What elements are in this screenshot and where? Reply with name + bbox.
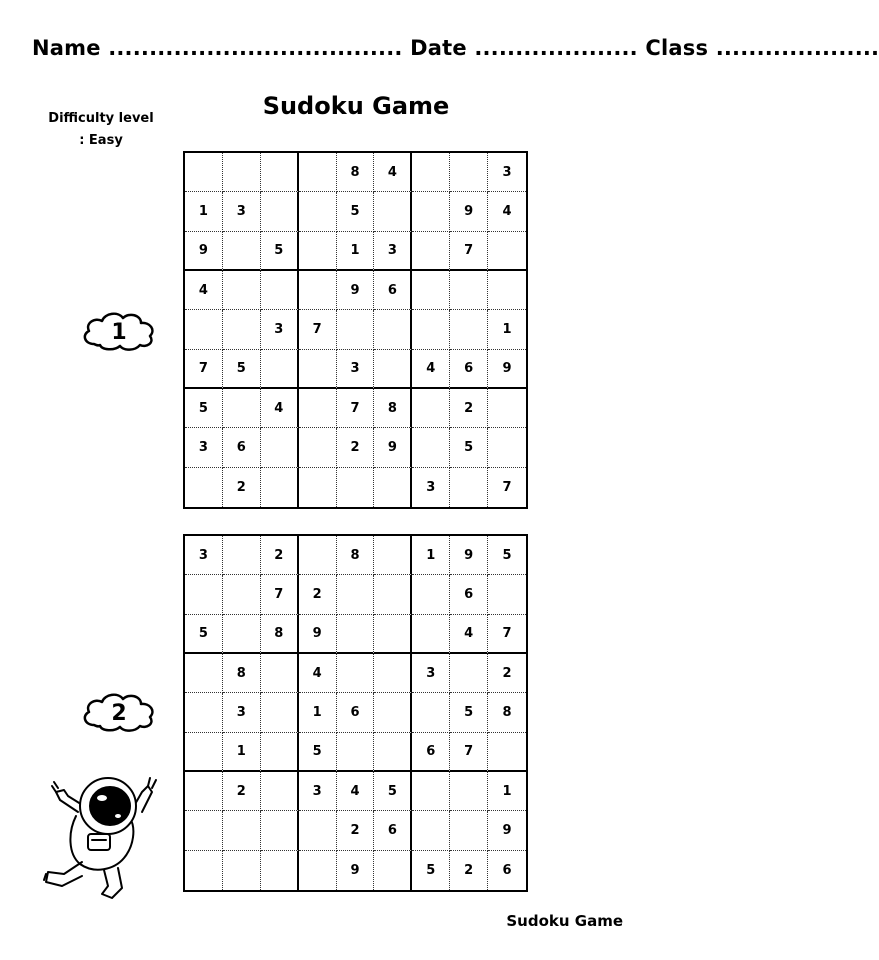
sudoku-cell[interactable] (185, 310, 223, 349)
sudoku-cell[interactable] (299, 811, 337, 850)
sudoku-cell[interactable] (261, 654, 299, 693)
footer-title: Sudoku Game (506, 912, 623, 930)
sudoku-cell: 5 (450, 693, 488, 732)
sudoku-cell[interactable] (450, 310, 488, 349)
sudoku-cell: 8 (337, 153, 375, 192)
sudoku-cell[interactable] (261, 428, 299, 467)
sudoku-cell: 2 (337, 428, 375, 467)
sudoku-cell: 9 (450, 536, 488, 575)
sudoku-cell[interactable] (374, 851, 412, 890)
sudoku-cell[interactable] (261, 772, 299, 811)
sudoku-cell: 1 (223, 733, 261, 772)
sudoku-cell: 5 (185, 389, 223, 428)
sudoku-cell[interactable] (223, 310, 261, 349)
sudoku-cell: 9 (337, 851, 375, 890)
sudoku-cell[interactable] (337, 654, 375, 693)
sudoku-cell[interactable] (299, 271, 337, 310)
sudoku-cell[interactable] (488, 733, 526, 772)
sudoku-cell: 4 (337, 772, 375, 811)
sudoku-cell[interactable] (261, 733, 299, 772)
sudoku-cell[interactable] (223, 851, 261, 890)
sudoku-cell[interactable] (261, 693, 299, 732)
sudoku-cell: 3 (185, 536, 223, 575)
sudoku-cell[interactable] (374, 654, 412, 693)
sudoku-cell[interactable] (412, 192, 450, 231)
sudoku-cell[interactable] (488, 271, 526, 310)
sudoku-cell: 7 (502, 479, 512, 495)
sudoku-cell[interactable] (299, 851, 337, 890)
sudoku-cell[interactable] (299, 536, 337, 575)
sudoku-cell: 3 (488, 153, 526, 192)
sudoku-cell: 3 (337, 350, 375, 389)
sudoku-cell: 9 (185, 232, 223, 271)
sudoku-cell[interactable] (450, 271, 488, 310)
sudoku-cell: 2 (337, 811, 375, 850)
sudoku-cell: 5 (299, 733, 337, 772)
sudoku-cell: 2 (450, 851, 488, 890)
sudoku-cell[interactable] (450, 153, 488, 192)
sudoku-cell[interactable] (185, 153, 223, 192)
sudoku-cell[interactable] (412, 153, 450, 192)
sudoku-cell[interactable] (223, 389, 261, 428)
sudoku-cell: 8 (261, 615, 299, 654)
sudoku-cell: 5 (374, 772, 412, 811)
sudoku-cell[interactable] (223, 536, 261, 575)
sudoku-cell: 6 (412, 733, 450, 772)
sudoku-cell[interactable] (261, 350, 299, 389)
sudoku-cell[interactable] (261, 192, 299, 231)
sudoku-cell[interactable] (261, 851, 299, 890)
puzzle-number-cloud (80, 691, 158, 735)
sudoku-cell: 4 (185, 271, 223, 310)
sudoku-cell: 4 (488, 192, 526, 231)
astronaut-icon (38, 770, 163, 900)
sudoku-cell[interactable] (299, 389, 337, 428)
sudoku-cell: 3 (185, 428, 223, 467)
sudoku-cell: 1 (412, 536, 450, 575)
sudoku-cell[interactable] (412, 310, 450, 349)
sudoku-cell[interactable] (261, 153, 299, 192)
date-blank: .................... (474, 36, 638, 60)
sudoku-cell[interactable] (223, 232, 261, 271)
sudoku-cell[interactable] (412, 389, 450, 428)
sudoku-cell[interactable] (374, 350, 412, 389)
sudoku-cell[interactable] (412, 615, 450, 654)
sudoku-cell[interactable] (261, 811, 299, 850)
name-label: Name (32, 36, 101, 60)
sudoku-cell: 5 (488, 536, 526, 575)
sudoku-cell[interactable] (412, 693, 450, 732)
sudoku-cell: 9 (337, 271, 375, 310)
sudoku-cell: 3 (223, 693, 261, 732)
sudoku-cell[interactable] (299, 153, 337, 192)
sudoku-cell: 9 (374, 428, 412, 467)
sudoku-cell[interactable] (374, 575, 412, 614)
sudoku-cell: 1 (488, 772, 526, 811)
sudoku-cell[interactable] (185, 772, 223, 811)
sudoku-cell[interactable] (374, 693, 412, 732)
sudoku-cell[interactable] (412, 575, 450, 614)
sudoku-cell[interactable] (374, 615, 412, 654)
sudoku-cell[interactable] (299, 350, 337, 389)
sudoku-cell: 3 (223, 192, 261, 231)
sudoku-grid-2 (183, 534, 528, 892)
sudoku-cell: 4 (374, 153, 412, 192)
difficulty-label: Difficulty level (48, 111, 154, 126)
sudoku-cell[interactable] (450, 468, 488, 507)
sudoku-cell[interactable] (185, 468, 223, 507)
sudoku-cell: 7 (450, 232, 488, 271)
puzzle-number: 2 (111, 700, 127, 726)
sudoku-cell[interactable] (299, 428, 337, 467)
sudoku-cell: 1 (299, 693, 337, 732)
sudoku-cell: 8 (488, 693, 526, 732)
sudoku-cell: 7 (185, 350, 223, 389)
sudoku-grid-1 (183, 151, 528, 509)
sudoku-cell[interactable] (488, 575, 526, 614)
sudoku-cell[interactable] (223, 575, 261, 614)
sudoku-cell: 4 (412, 350, 450, 389)
puzzle-number-cloud (80, 310, 158, 354)
sudoku-cell[interactable] (412, 271, 450, 310)
sudoku-cell: 2 (299, 575, 337, 614)
name-blank: .................................... (108, 36, 403, 60)
sudoku-cell: 5 (337, 192, 375, 231)
sudoku-cell: 4 (299, 654, 337, 693)
sudoku-cell: 6 (223, 428, 261, 467)
sudoku-cell[interactable] (374, 536, 412, 575)
sudoku-cell[interactable] (185, 811, 223, 850)
sudoku-cell: 2 (223, 772, 261, 811)
sudoku-cell[interactable] (185, 575, 223, 614)
sudoku-cell[interactable] (412, 811, 450, 850)
sudoku-cell: 3 (261, 310, 299, 349)
sudoku-cell: 9 (488, 350, 526, 389)
sudoku-cell: 8 (374, 389, 412, 428)
sudoku-cell[interactable] (450, 811, 488, 850)
sudoku-cell[interactable] (374, 733, 412, 772)
sudoku-cell[interactable] (488, 389, 526, 428)
sudoku-cell: 3 (412, 468, 450, 507)
sudoku-cell: 7 (450, 733, 488, 772)
sudoku-cell: 6 (374, 271, 412, 310)
sudoku-cell[interactable] (185, 851, 223, 890)
difficulty-value: : Easy (79, 133, 123, 148)
sudoku-cell: 5 (185, 615, 223, 654)
sudoku-cell: 2 (488, 654, 526, 693)
sudoku-cell: 7 (337, 389, 375, 428)
sudoku-cell: 1 (185, 192, 223, 231)
sudoku-cell: 5 (223, 350, 261, 389)
sudoku-cell: 6 (450, 575, 488, 614)
sudoku-cell: 4 (450, 615, 488, 654)
sudoku-cell[interactable] (337, 310, 375, 349)
sudoku-cell: 1 (488, 310, 526, 349)
sudoku-cell: 6 (337, 693, 375, 732)
sudoku-cell[interactable] (412, 232, 450, 271)
class-blank: .................... (715, 36, 879, 60)
sudoku-cell[interactable] (299, 192, 337, 231)
sudoku-cell[interactable] (450, 654, 488, 693)
sudoku-cell: 2 (450, 389, 488, 428)
sudoku-cell: 6 (502, 862, 512, 878)
worksheet-header (32, 36, 879, 60)
sudoku-cell: 9 (488, 811, 526, 850)
astronaut-illustration (38, 770, 163, 904)
sudoku-cell[interactable] (299, 232, 337, 271)
sudoku-cell: 6 (374, 811, 412, 850)
sudoku-cell[interactable] (337, 575, 375, 614)
sudoku-cell: 7 (299, 310, 337, 349)
sudoku-cell[interactable] (337, 733, 375, 772)
difficulty-level (44, 108, 158, 152)
sudoku-cell[interactable] (374, 468, 412, 507)
sudoku-cell: 3 (374, 232, 412, 271)
class-label: Class (645, 36, 709, 60)
sudoku-cell: 6 (450, 350, 488, 389)
sudoku-cell[interactable] (223, 271, 261, 310)
sudoku-cell: 5 (261, 232, 299, 271)
sudoku-cell[interactable] (185, 693, 223, 732)
puzzle-number: 1 (111, 319, 127, 345)
sudoku-cell[interactable] (185, 654, 223, 693)
sudoku-cell: 9 (450, 192, 488, 231)
sudoku-cell: 4 (261, 389, 299, 428)
sudoku-cell: 5 (412, 851, 450, 890)
sudoku-cell[interactable] (412, 428, 450, 467)
page-title: Sudoku Game (262, 92, 450, 120)
sudoku-cell[interactable] (223, 615, 261, 654)
sudoku-cell: 8 (337, 536, 375, 575)
sudoku-cell: 2 (261, 536, 299, 575)
sudoku-cell[interactable] (374, 192, 412, 231)
sudoku-cell[interactable] (374, 310, 412, 349)
sudoku-cell[interactable] (337, 468, 375, 507)
sudoku-cell: 5 (450, 428, 488, 467)
sudoku-cell[interactable] (223, 153, 261, 192)
sudoku-cell[interactable] (488, 428, 526, 467)
sudoku-cell: 2 (223, 468, 261, 507)
sudoku-cell[interactable] (337, 615, 375, 654)
sudoku-cell: 7 (488, 615, 526, 654)
sudoku-cell[interactable] (488, 232, 526, 271)
sudoku-cell[interactable] (261, 468, 299, 507)
sudoku-cell[interactable] (299, 468, 337, 507)
date-label: Date (410, 36, 467, 60)
sudoku-cell: 1 (337, 232, 375, 271)
sudoku-cell: 9 (299, 615, 337, 654)
sudoku-cell[interactable] (185, 733, 223, 772)
sudoku-cell: 3 (299, 772, 337, 811)
sudoku-cell[interactable] (412, 772, 450, 811)
sudoku-cell: 8 (223, 654, 261, 693)
sudoku-cell[interactable] (223, 811, 261, 850)
sudoku-cell[interactable] (261, 271, 299, 310)
sudoku-cell: 3 (412, 654, 450, 693)
sudoku-cell[interactable] (450, 772, 488, 811)
sudoku-cell: 7 (261, 575, 299, 614)
